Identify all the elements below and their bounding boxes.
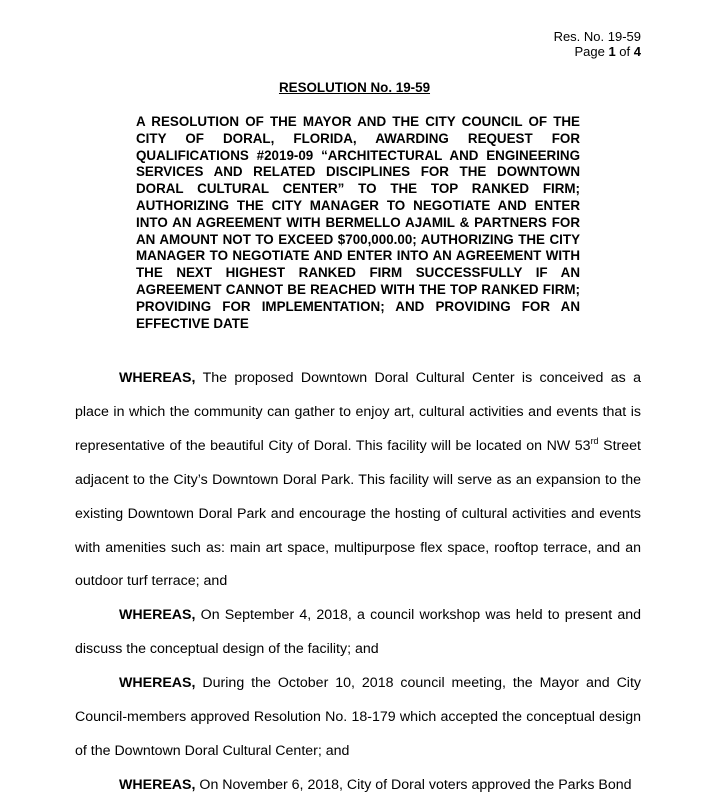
whereas-lead: WHEREAS,	[119, 675, 196, 692]
whereas-paragraph-1	[75, 362, 641, 599]
paragraph-text: On September 4, 2018, a council workshop was held to present and discuss the conceptual design of the facility; and	[75, 607, 641, 658]
whereas-lead: WHEREAS,	[119, 776, 196, 793]
whereas-paragraph-2	[75, 599, 641, 667]
whereas-paragraph-3	[75, 667, 641, 769]
resolution-number: Res. No. 19-59	[553, 29, 641, 44]
page-of: of	[615, 44, 634, 59]
paragraph-text: During the October 10, 2018 council meeting, the Mayor and City Council-members approved Resolution No. 18-179 which accepted the conceptual design of the Downtown Doral Cultural Center; and	[75, 675, 641, 759]
whereas-lead: WHEREAS,	[119, 607, 196, 624]
paragraph-text: On November 6, 2018, City of Doral voters approved the Parks Bond	[195, 776, 632, 793]
resolution-title: RESOLUTION No. 19-59	[278, 80, 431, 95]
resolution-caption: A RESOLUTION OF THE MAYOR AND THE CITY COUNCIL OF THE CITY OF DORAL, FLORIDA, AWARDING REQUEST FOR QUALIFICATIONS #2019-09 “ARCHITECTURAL AND ENGINEERING SERVICES AND RELATED DISCIPLINES FOR THE DOWNTOWN DORAL CULTURAL CENTER” TO THE TOP RANKED FIRM; AUTHORIZING THE CITY MANAGER TO NEGOTIATE AND ENTER INTO AN AGREEMENT WITH BERMELLO AJAMIL & PARTNERS FOR AN AMOUNT NOT TO EXCEED $700,000.00; AUTHORIZING THE CITY MANAGER TO NEGOTIATE AND ENTER INTO AN AGREEMENT WITH THE NEXT HIGHEST RANKED FIRM SUCCESSFULLY IF AN AGREEMENT CANNOT BE REACHED WITH THE TOP RANKED FIRM; PROVIDING FOR IMPLEMENTATION; AND PROVIDING FOR AN EFFECTIVE DATE	[136, 114, 580, 331]
paragraph-text: Street adjacent to the City’s Downtown Doral Park. This facility will serve as an expansion to the existing Downtown Doral Park and encourage the hosting of cultural activities and events with amenities such as: main art space, multipurpose flex space, rooftop terrace, and an outdoor turf terrace; and	[75, 437, 641, 590]
ordinal-suffix: rd	[590, 435, 599, 446]
page-current: 1	[608, 44, 616, 59]
page-total: 4	[633, 44, 641, 59]
whereas-paragraph-4	[75, 769, 641, 803]
paragraph-text: The proposed Downtown Doral Cultural Center is conceived as a place in which the community can gather to enjoy art, cultural activities and events that is representative of the beautiful City of Doral. This facility will be located on NW 53	[75, 370, 641, 454]
page-header	[554, 29, 641, 59]
page-number	[554, 44, 641, 59]
document-body	[75, 362, 641, 803]
page-prefix: Page	[574, 44, 609, 59]
whereas-lead: WHEREAS,	[119, 370, 196, 386]
